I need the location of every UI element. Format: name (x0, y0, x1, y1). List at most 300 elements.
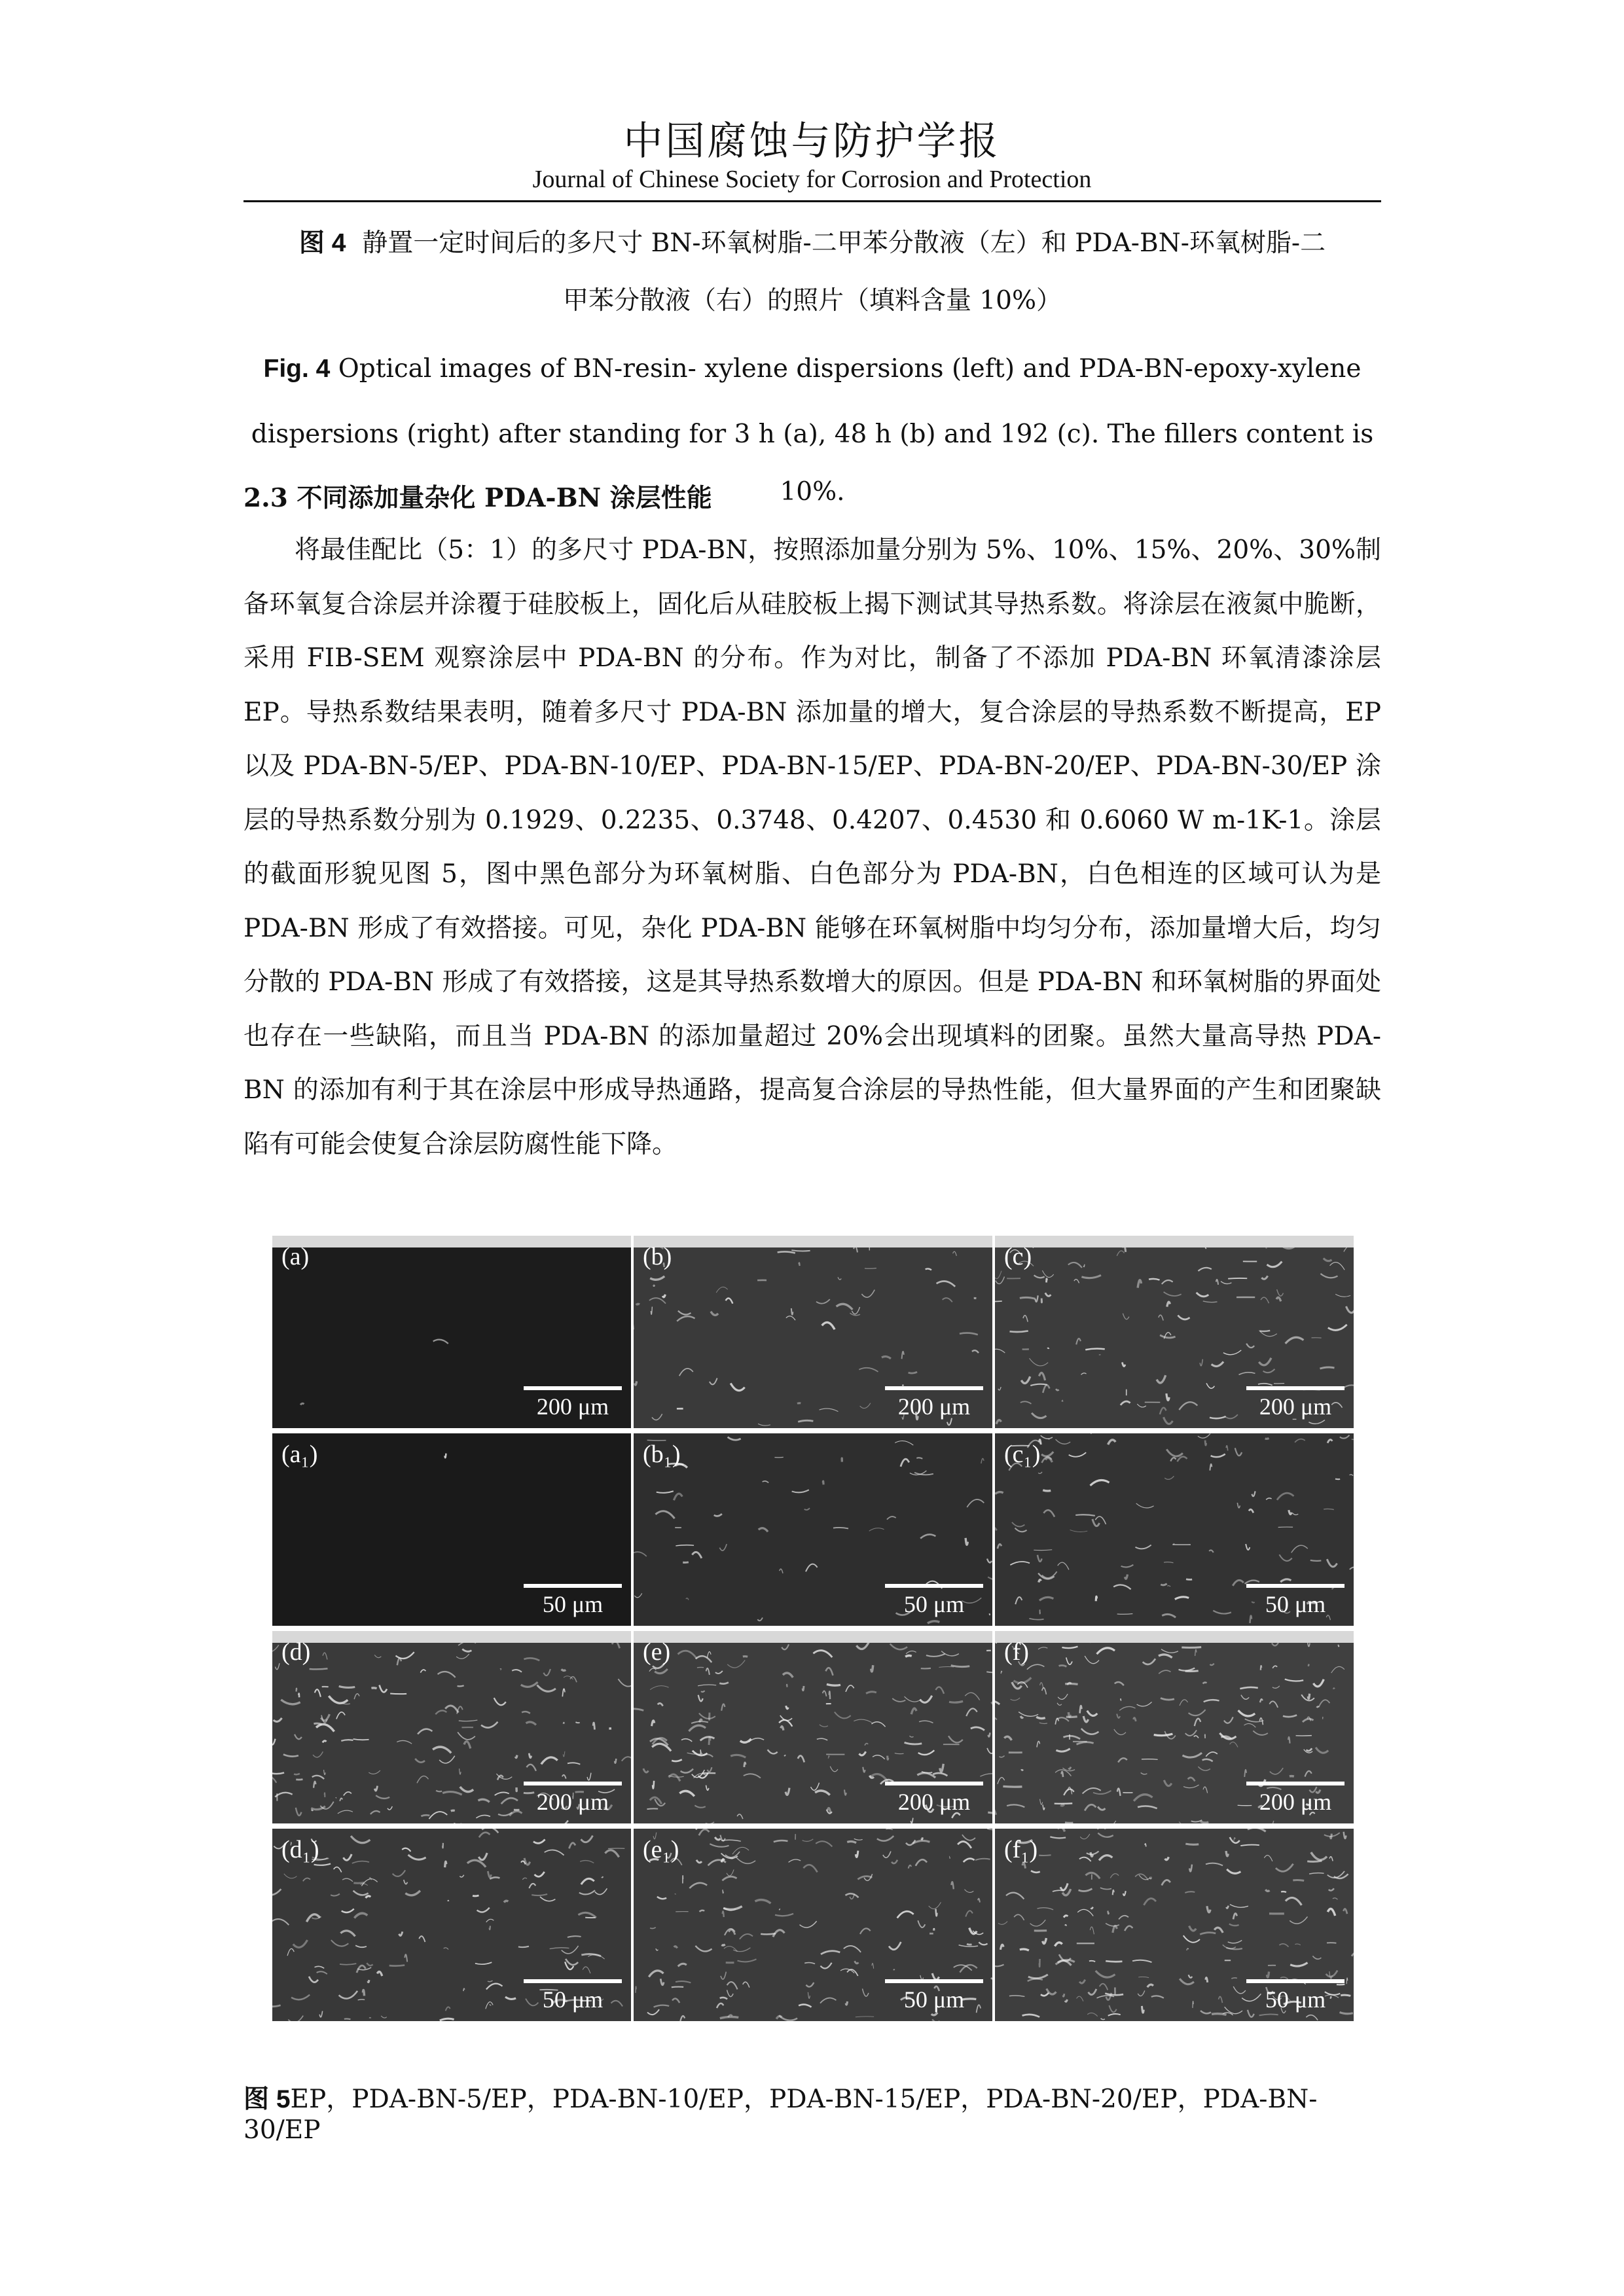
sem-flake (649, 1298, 666, 1304)
sem-flake (883, 1852, 891, 1858)
sem-flake (816, 1299, 830, 1304)
sem-flake (442, 1843, 443, 1848)
sem-flake (1292, 1513, 1298, 1515)
sem-flake (1091, 1907, 1093, 1909)
sem-flake (1097, 1996, 1115, 1998)
sem-flake (901, 1459, 909, 1467)
sem-flake (1164, 1292, 1182, 1296)
sem-flake (695, 1805, 705, 1807)
sem-flake (758, 1424, 770, 1426)
sem-flake (778, 1251, 795, 1253)
sem-flake (1003, 1786, 1022, 1787)
sem-flake (1020, 1297, 1036, 1299)
sem-flake (978, 1899, 980, 1903)
sem-flake (1132, 1960, 1151, 1962)
sem-flake (618, 1679, 631, 1686)
sem-flake (1108, 2014, 1121, 2016)
sem-flake (837, 1304, 853, 1310)
sem-flake (283, 1755, 298, 1757)
sem-flake (731, 1755, 746, 1757)
sem-flake (786, 1316, 795, 1320)
sem-flake (656, 1948, 658, 1950)
sem-flake (516, 1755, 517, 1758)
sem-flake (1308, 1665, 1309, 1666)
sem-flake (689, 1725, 706, 1731)
sem-flake (439, 1756, 455, 1763)
sem-flake (1269, 1701, 1278, 1708)
sem-flake (1333, 1688, 1335, 1689)
sem-flake (1276, 1864, 1293, 1872)
sem-flake (1200, 2011, 1211, 2013)
sem-flake (774, 1840, 788, 1842)
sem-flake (1000, 1945, 1003, 1950)
sem-flake (1205, 1441, 1206, 1445)
sem-flake (679, 1791, 695, 1796)
sem-flake (1189, 1865, 1192, 1872)
sem-edge (995, 1236, 1354, 1247)
sem-flake (861, 1290, 875, 1298)
sem-flake (1076, 1338, 1081, 1344)
sem-flake (1198, 1767, 1210, 1770)
sem-flake (895, 1441, 913, 1445)
sem-flake (581, 1836, 593, 1842)
sem-flake (540, 1897, 555, 1901)
sem-flake (889, 1942, 901, 1950)
sem-flake (895, 1753, 904, 1754)
sem-flake (660, 1979, 664, 1985)
sem-flake (1075, 1515, 1095, 1516)
sem-flake (995, 1271, 1001, 1279)
sem-flake (1206, 1863, 1223, 1866)
sem-flake (1085, 1873, 1100, 1878)
sem-flake (863, 1767, 865, 1772)
sem-flake (1343, 1909, 1347, 1914)
sem-flake (1138, 1280, 1141, 1288)
sem-flake (1263, 1369, 1275, 1372)
sem-panel (272, 1433, 631, 1626)
sem-flake (763, 1481, 768, 1483)
scale-bar-line (885, 1979, 983, 1983)
sem-flake (911, 1818, 912, 1823)
sem-flake (1248, 1829, 1266, 1831)
sem-panel-label: (e₁) (643, 1836, 679, 1863)
sem-edge (272, 1631, 631, 1643)
sem-flake (786, 1706, 789, 1709)
scale-bar (1246, 1979, 1344, 2013)
sem-flake (1032, 1413, 1046, 1418)
sem-flake (1203, 1301, 1218, 1302)
sem-flake (476, 1815, 490, 1818)
sem-flake (371, 1688, 376, 1689)
sem-flake (650, 1928, 656, 1929)
sem-flake (1164, 1476, 1174, 1479)
sem-flake (1261, 1276, 1267, 1279)
sem-flake (1087, 1851, 1099, 1854)
sem-flake (971, 1727, 984, 1731)
scale-bar-label: 50 μm (542, 1591, 604, 1617)
sem-flake (1206, 1978, 1208, 1982)
scale-bar-label: 50 μm (1265, 1986, 1326, 2013)
sem-flake (1209, 1550, 1214, 1552)
sem-flake (1123, 1314, 1128, 1319)
sem-flake (700, 1749, 701, 1753)
sem-flake (1095, 1516, 1106, 1524)
sem-flake (300, 1403, 304, 1405)
sem-flake (1142, 1759, 1158, 1760)
sem-panel-label: (a) (281, 1243, 310, 1270)
sem-flake (1161, 1649, 1178, 1653)
sem-flake (272, 1645, 279, 1652)
sem-flake (380, 1685, 388, 1693)
sem-flake (1290, 1963, 1307, 1966)
sem-flake (1223, 1945, 1236, 1948)
sem-flake (1058, 1694, 1068, 1699)
sem-flake (677, 1316, 695, 1321)
sem-flake (798, 1420, 813, 1422)
scale-bar-line (885, 1386, 983, 1390)
sem-flake (1161, 1698, 1174, 1700)
sem-flake (1022, 2015, 1040, 2017)
sem-flake (926, 1654, 945, 1657)
sem-flake (1056, 1960, 1075, 1964)
sem-flake (785, 1788, 789, 1795)
sem-panel (272, 1829, 631, 2021)
sem-flake (678, 1651, 697, 1659)
sem-flake (323, 1741, 327, 1743)
sem-panel-label: (d₁) (281, 1836, 319, 1863)
scale-bar-line (885, 1782, 983, 1785)
sem-flake (1237, 1503, 1240, 1508)
sem-flake (721, 1972, 726, 1979)
sem-flake (761, 1933, 776, 1934)
sem-flake (1188, 1778, 1195, 1782)
sem-flake (906, 1651, 916, 1654)
sem-flake (723, 1907, 742, 1910)
sem-flake (799, 2005, 811, 2007)
sem-flake (727, 1660, 745, 1668)
sem-flake (1280, 1579, 1291, 1582)
sem-flake (1272, 1686, 1280, 1688)
sem-flake (1031, 1871, 1040, 1873)
sem-flake (1020, 1716, 1022, 1718)
sem-flake (389, 1965, 405, 1966)
sem-flake (806, 1564, 818, 1572)
sem-flake (490, 2004, 491, 2005)
fig5-caption (244, 2079, 1381, 2145)
sem-flake (654, 2005, 670, 2007)
sem-flake (804, 1963, 815, 1964)
scale-bar-label: 50 μm (903, 1986, 965, 2013)
sem-flake (1265, 1890, 1269, 1891)
sem-flake (709, 1737, 710, 1745)
sem-flake (1121, 1401, 1130, 1405)
sem-flake (481, 1722, 497, 1728)
scale-bar (885, 1782, 983, 1816)
sem-flake (962, 1835, 975, 1840)
sem-flake (537, 1685, 555, 1692)
sem-flake (1227, 1869, 1240, 1873)
sem-flake (871, 1722, 885, 1727)
sem-flake (921, 1668, 931, 1669)
sem-flake (339, 1991, 357, 1999)
sem-flake (587, 1773, 591, 1780)
sem-flake (1004, 1736, 1011, 1740)
sem-flake (1012, 1522, 1024, 1527)
sem-flake (1045, 1293, 1051, 1296)
sem-flake (1261, 1297, 1269, 1303)
sem-flake (1043, 1804, 1045, 1810)
sem-flake (353, 1882, 364, 1883)
sem-flake (388, 1806, 392, 1810)
sem-flake (272, 1772, 284, 1774)
sem-flake (473, 1895, 478, 1896)
sem-flake (1289, 1510, 1291, 1514)
sem-flake (727, 1990, 734, 1996)
sem-flake (459, 1720, 478, 1721)
sem-flake (1234, 1838, 1235, 1841)
sem-flake (581, 1878, 594, 1884)
sem-flake (780, 1569, 783, 1573)
sem-flake (1117, 1788, 1121, 1795)
sem-flake (1286, 1337, 1304, 1343)
sem-flake (919, 1721, 933, 1723)
sem-flake (360, 1884, 368, 1886)
sem-flake (475, 1962, 492, 1964)
sem-flake (408, 1855, 426, 1859)
sem-flake (460, 1768, 461, 1774)
sem-flake (339, 1686, 355, 1687)
sem-flake (1233, 1913, 1237, 1919)
sem-flake (680, 2016, 685, 2021)
sem-flake (732, 1847, 749, 1854)
sem-flake (1195, 1719, 1200, 1726)
sem-flake (727, 1869, 734, 1876)
sem-flake (444, 1454, 446, 1458)
sem-flake (1070, 1530, 1087, 1532)
journal-title-en: Journal of Chinese Society for Corrosion and Protection (532, 166, 1092, 193)
sem-flake (1246, 1544, 1250, 1550)
sem-panel-label: (d) (281, 1638, 311, 1666)
sem-flake (1329, 1857, 1333, 1861)
sem-flake (1041, 1435, 1053, 1439)
sem-flake (340, 1931, 355, 1936)
sem-flake (355, 1945, 367, 1947)
sem-flake (1161, 1584, 1166, 1585)
sem-flake (926, 1268, 931, 1270)
sem-flake (1074, 1280, 1079, 1283)
sem-flake (998, 1778, 1005, 1784)
sem-flake (998, 1544, 1001, 1549)
sem-flake (643, 1768, 649, 1772)
sem-panel (272, 1631, 631, 1823)
sem-flake (1244, 1723, 1256, 1727)
sem-flake (1210, 1664, 1214, 1666)
sem-flake (922, 1837, 923, 1839)
sem-flake (1115, 1682, 1124, 1685)
sem-flake (782, 1644, 789, 1649)
scale-bar-line (1246, 1584, 1344, 1588)
sem-flake (298, 1694, 299, 1698)
sem-flake (1064, 1789, 1074, 1795)
scale-bar-label: 50 μm (1265, 1591, 1326, 1617)
sem-flake (1330, 1263, 1345, 1270)
sem-flake (1114, 1729, 1126, 1734)
sem-flake (960, 1333, 978, 1335)
sem-flake (715, 1837, 721, 1840)
sem-flake (312, 1776, 324, 1779)
sem-flake (390, 1694, 406, 1695)
sem-flake (1020, 1949, 1029, 1950)
sem-flake (991, 1978, 992, 1981)
sem-flake (1260, 1699, 1263, 1702)
sem-flake (1121, 1565, 1134, 1568)
sem-flake (316, 1725, 334, 1732)
sem-flake (1053, 1890, 1064, 1892)
sem-flake (1231, 1978, 1237, 1979)
sem-flake (662, 1295, 665, 1297)
sem-flake (1138, 1806, 1157, 1808)
sem-flake (695, 1946, 712, 1952)
sem-flake (1090, 1927, 1094, 1934)
sem-flake (789, 1859, 801, 1862)
sem-flake (1163, 1417, 1172, 1424)
sem-flake (529, 1884, 535, 1888)
sem-flake (1306, 2015, 1318, 2020)
sem-panel-label: (f₁) (1004, 1836, 1038, 1863)
sem-flake (532, 1894, 547, 1895)
sem-flake (419, 1936, 425, 1942)
sem-flake (1320, 1274, 1337, 1278)
sem-flake (1006, 1893, 1024, 1899)
sem-panel (634, 1236, 992, 1428)
sem-flake (1087, 2013, 1098, 2017)
sem-flake (1143, 1659, 1155, 1664)
sem-flake (1039, 1372, 1045, 1380)
sem-flake (909, 1865, 912, 1869)
sem-flake (759, 1528, 768, 1532)
sem-flake (336, 1712, 345, 1719)
sem-flake (999, 1755, 1004, 1757)
sem-flake (1170, 1458, 1176, 1461)
sem-flake (1210, 1416, 1226, 1418)
sem-flake (1063, 1736, 1080, 1739)
sem-flake (975, 1859, 990, 1860)
sem-flake (488, 1981, 493, 1982)
fig4-caption-cn-line2: 甲苯分散液（右）的照片（填料含量 10%） (562, 286, 1062, 315)
sem-flake (1043, 1490, 1051, 1491)
sem-flake (1264, 1856, 1272, 1861)
sem-flake (820, 1725, 828, 1727)
fig4-caption-en-line2: dispersions (right) after standing for 3 h (a), 48 h (b) and 192 (c). The fillers content is 10%. (251, 420, 1374, 507)
sem-flake (1083, 1788, 1101, 1794)
sem-flake (478, 1853, 487, 1860)
scale-bar-label: 200 μm (897, 1393, 971, 1420)
sem-flake (315, 1689, 321, 1696)
sem-flake (918, 1750, 935, 1755)
sem-flake (844, 1946, 861, 1952)
sem-flake (847, 1841, 856, 1842)
sem-flake (1020, 1401, 1032, 1404)
sem-flake (830, 1767, 838, 1772)
sem-flake (1068, 1263, 1082, 1268)
sem-flake (1179, 1821, 1193, 1823)
fig4-caption-en-text1: Optical images of BN-resin- xylene dispersions (left) and PDA-BN-epoxy-xylene (338, 354, 1362, 384)
sem-flake (1117, 1713, 1120, 1717)
sem-flake (674, 1946, 677, 1948)
sem-flake (1189, 1710, 1206, 1715)
sem-flake (1135, 1545, 1151, 1549)
sem-flake (1233, 1580, 1244, 1585)
sem-flake (905, 1656, 912, 1657)
sem-flake (415, 1759, 425, 1763)
sem-flake (1288, 1737, 1290, 1744)
sem-flake (743, 1982, 749, 1987)
sem-flake (1079, 1857, 1091, 1861)
fig4-label-en: Fig. 4 (263, 355, 331, 383)
sem-flake (708, 1767, 712, 1772)
sem-flake (1050, 1837, 1066, 1838)
sem-flake (865, 1744, 868, 1746)
scale-bar-line (1246, 1782, 1344, 1785)
sem-flake (1027, 1664, 1045, 1670)
sem-flake (1218, 1996, 1222, 2003)
sem-flake (1204, 1700, 1219, 1702)
sem-panel (634, 1631, 992, 1823)
sem-flake (1077, 1742, 1094, 1744)
sem-flake (686, 1598, 689, 1600)
sem-flake (486, 1984, 503, 1990)
sem-flake (909, 1372, 917, 1373)
sem-panel (634, 1829, 992, 2021)
sem-flake (699, 1713, 715, 1719)
sem-flake (543, 1669, 550, 1676)
sem-flake (529, 1753, 531, 1758)
scale-bar-line (885, 1584, 983, 1588)
sem-flake (1096, 1971, 1115, 1977)
sem-flake (323, 1653, 327, 1659)
sem-flake (1212, 2014, 1226, 2015)
sem-flake (535, 1872, 545, 1876)
scale-bar (524, 1386, 622, 1420)
sem-flake (692, 1552, 701, 1558)
sem-flake (1308, 1694, 1309, 1699)
sem-flake (440, 2018, 454, 2020)
sem-flake (696, 1860, 702, 1863)
sem-flake (1159, 1315, 1163, 1320)
sem-flake (657, 1491, 674, 1493)
sem-flake (1200, 1821, 1208, 1823)
sem-flake (965, 1910, 973, 1916)
sem-flake (647, 2009, 659, 2015)
sem-flake (310, 1668, 328, 1669)
sem-flake (1030, 1920, 1046, 1926)
sem-flake (706, 1785, 709, 1791)
sem-flake (792, 1490, 809, 1492)
sem-flake (1064, 1916, 1068, 1918)
sem-flake (1040, 1799, 1043, 1805)
sem-flake (1030, 1358, 1049, 1366)
sem-flake (1183, 1785, 1199, 1788)
sem-flake (1178, 1316, 1189, 1319)
sem-flake (936, 1909, 937, 1916)
sem-flake (1307, 1748, 1312, 1751)
sem-flake (1136, 1503, 1154, 1508)
sem-flake (1065, 2000, 1067, 2001)
sem-flake (622, 1757, 631, 1761)
sem-flake (634, 1709, 643, 1711)
sem-flake (1110, 1874, 1119, 1878)
sem-panel (634, 1433, 992, 1626)
